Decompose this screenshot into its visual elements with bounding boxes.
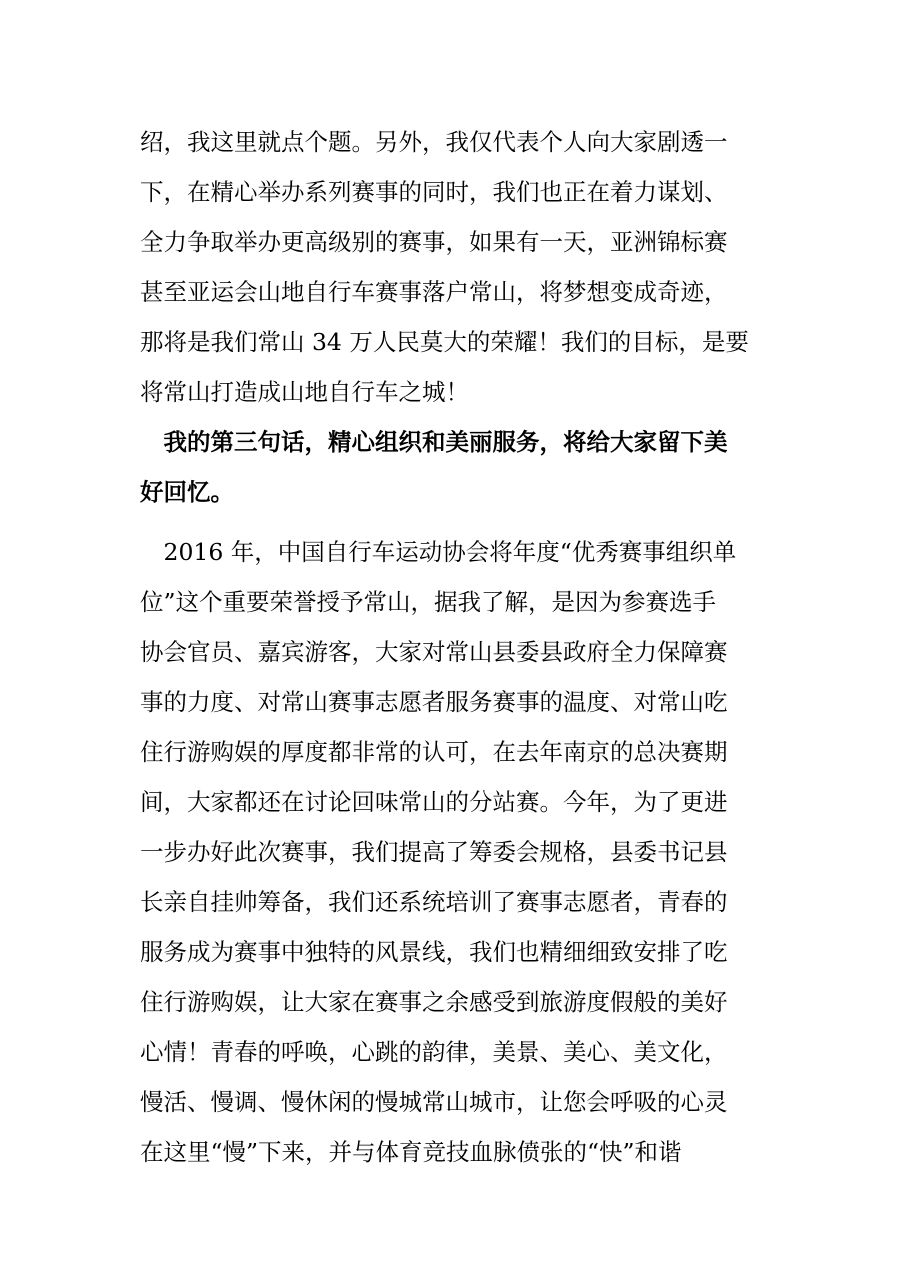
heading-line: 我的第三句话，精心组织和美丽服务，将给大家留下美 bbox=[140, 428, 728, 456]
section-heading-paragraph bbox=[140, 417, 780, 517]
paragraph-line: 长亲自挂帅筹备，我们还系统培训了赛事志愿者，青春的 bbox=[140, 888, 728, 916]
paragraph-line: 将常山打造成山地自行车之城！ bbox=[140, 378, 469, 406]
paragraph-line: 绍，我这里就点个题。另外，我仅代表个人向大家剧透一 bbox=[140, 128, 728, 156]
paragraph-line: 住行游购娱的厚度都非常的认可，在去年南京的总决赛期 bbox=[140, 738, 728, 766]
paragraph-line: 甚至亚运会山地自行车赛事落户常山，将梦想变成奇迹， bbox=[140, 278, 728, 306]
paragraph-line: 服务成为赛事中独特的风景线，我们也精细细致安排了吃 bbox=[140, 938, 728, 966]
paragraph-line: 事的力度、对常山赛事志愿者服务赛事的温度、对常山吃 bbox=[140, 688, 728, 716]
paragraph-line: 间，大家都还在讨论回味常山的分站赛。今年，为了更进 bbox=[140, 788, 728, 816]
paragraph-3 bbox=[140, 527, 780, 1177]
paragraph-line: 位”这个重要荣誉授予常山，据我了解，是因为参赛选手 bbox=[140, 588, 717, 616]
paragraph-line: 心情！青春的呼唤，心跳的韵律，美景、美心、美文化， bbox=[140, 1038, 728, 1066]
paragraph-line: 协会官员、嘉宾游客，大家对常山县委县政府全力保障赛 bbox=[140, 638, 728, 666]
paragraph-line: 慢活、慢调、慢休闲的慢城常山城市，让您会呼吸的心灵 bbox=[140, 1088, 728, 1116]
paragraph-line: 一步办好此次赛事，我们提高了筹委会规格，县委书记县 bbox=[140, 838, 728, 866]
paragraph-line: 全力争取举办更高级别的赛事，如果有一天，亚洲锦标赛 bbox=[140, 228, 728, 256]
paragraph-line: 2016 年，中国自行车运动协会将年度“优秀赛事组织单 bbox=[140, 538, 737, 566]
paragraph-line: 住行游购娱，让大家在赛事之余感受到旅游度假般的美好 bbox=[140, 988, 728, 1016]
paragraph-line: 那将是我们常山 34 万人民莫大的荣耀！我们的目标，是要 bbox=[140, 328, 749, 356]
heading-line: 好回忆。 bbox=[140, 478, 234, 506]
paragraph-line: 下，在精心举办系列赛事的同时，我们也正在着力谋划、 bbox=[140, 178, 728, 206]
paragraph-line: 在这里“慢”下来，并与体育竞技血脉偾张的“快”和谐 bbox=[140, 1138, 682, 1166]
paragraph-1 bbox=[140, 117, 780, 417]
